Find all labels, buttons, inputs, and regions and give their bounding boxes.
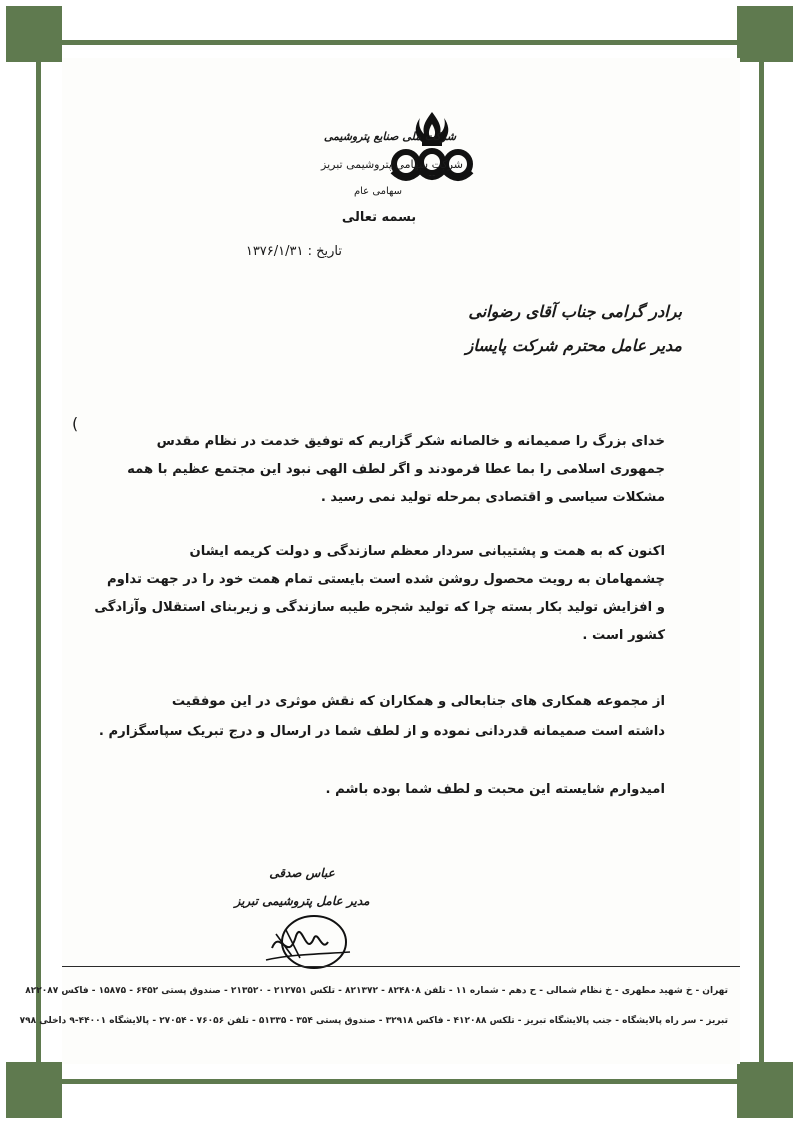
frame-top-line xyxy=(34,40,766,45)
paragraph-2-line-2: چشمهامان به رویت محصول روشن شده است بایستی تمام همت خود را در جهت تداوم xyxy=(106,572,665,587)
company-type: سهامی عام xyxy=(353,186,403,197)
handwritten-signature xyxy=(262,908,352,978)
paragraph-1-line-2: جمهوری اسلامی را بما عطا فرمودند و اگر لطف الهی نبود این مجتمع عظیم با همه xyxy=(127,462,665,477)
signatory-name: عباس صدقی xyxy=(269,866,335,880)
frame-right-line xyxy=(759,40,764,1084)
paragraph-3-line-1: از مجموعه همکاری های جنابعالی و همکاران که نقش موثری در این موفقیت xyxy=(171,694,665,709)
paragraph-1-line-3: مشکلات سیاسی و اقتصادی بمرحله تولید نمی رسید . xyxy=(320,490,665,505)
invocation-heading: بسمه تعالی xyxy=(341,210,417,225)
margin-mark: ( xyxy=(72,414,79,433)
nipc-flame-logo xyxy=(386,106,478,196)
paragraph-2-line-4: کشور است . xyxy=(582,628,665,643)
footer-divider xyxy=(62,966,740,967)
letter-date: تاریخ : ۱۳۷۶/۱/۳۱ xyxy=(245,244,342,259)
company-script-name: شرکت ملی صنایع پتروشیمی xyxy=(323,130,457,143)
paragraph-2-line-3: و افزایش تولید بکار بسته چرا که تولید شجره طیبه سازندگی و زیربنای استقلال وآزادگی xyxy=(94,600,665,615)
paragraph-2-line-1: اکنون که به همت و پشتیبانی سردار معظم سازندگی و دولت کریمه ایشان xyxy=(189,544,665,559)
paragraph-1-line-1: خدای بزرگ را صمیمانه و خالصانه شکر گزاریم که توفیق خدمت در نظام مقدس xyxy=(156,434,665,449)
frame-corner-bottom-left xyxy=(6,1062,62,1118)
letter-document xyxy=(19,58,740,1064)
signatory-title: مدیر عامل پتروشیمی تبریز xyxy=(234,894,370,908)
closing-line: امیدوارم شایسته این محبت و لطف شما بوده باشم . xyxy=(325,782,665,797)
footer-address-tabriz: تبریز - سر راه پالایشگاه - جنب پالایشگاه تبریز - تلکس ۴۱۲۰۸۸ - فاکس ۳۲۹۱۸ - صندوق پستی ۳۵۴ - ۵۱۳۳۵ - تلفن ۷۶۰۵۶ - ۲۷۰۵۴ - پالایشگاه ۴۴۰۰۱-۹ داخلی ۷۹۸ xyxy=(19,1016,728,1026)
footer-address-tehran: تهران - خ شهید مطهری - خ نظام شمالی - ح دهم - شماره ۱۱ - تلفن ۸۲۴۸۰۸ - ۸۲۱۳۷۲ - تلکس ۲۱۲۷۵۱ - ۲۱۳۵۲۰ - صندوق پستی ۶۴۵۲ - ۱۵۸۷۵ - فاکس ۸۲۲۰۸۷ xyxy=(25,986,728,996)
recipient-line-2: مدیر عامل محترم شرکت پایساز xyxy=(465,336,682,355)
frame-corner-top-right xyxy=(737,6,793,62)
company-name: شرکت سهامی پتروشیمی تبریز xyxy=(321,158,463,171)
frame-bottom-line xyxy=(34,1079,766,1084)
paragraph-3-line-2: داشته است صمیمانه قدردانی نموده و از لطف شما در ارسال و درج تبریک سپاسگزارم . xyxy=(98,724,665,739)
frame-corner-bottom-right xyxy=(737,1062,793,1118)
frame-corner-top-left xyxy=(6,6,62,62)
frame-left-line xyxy=(36,40,41,1084)
recipient-line-1: برادر گرامی جناب آقای رضوانی xyxy=(468,302,682,321)
